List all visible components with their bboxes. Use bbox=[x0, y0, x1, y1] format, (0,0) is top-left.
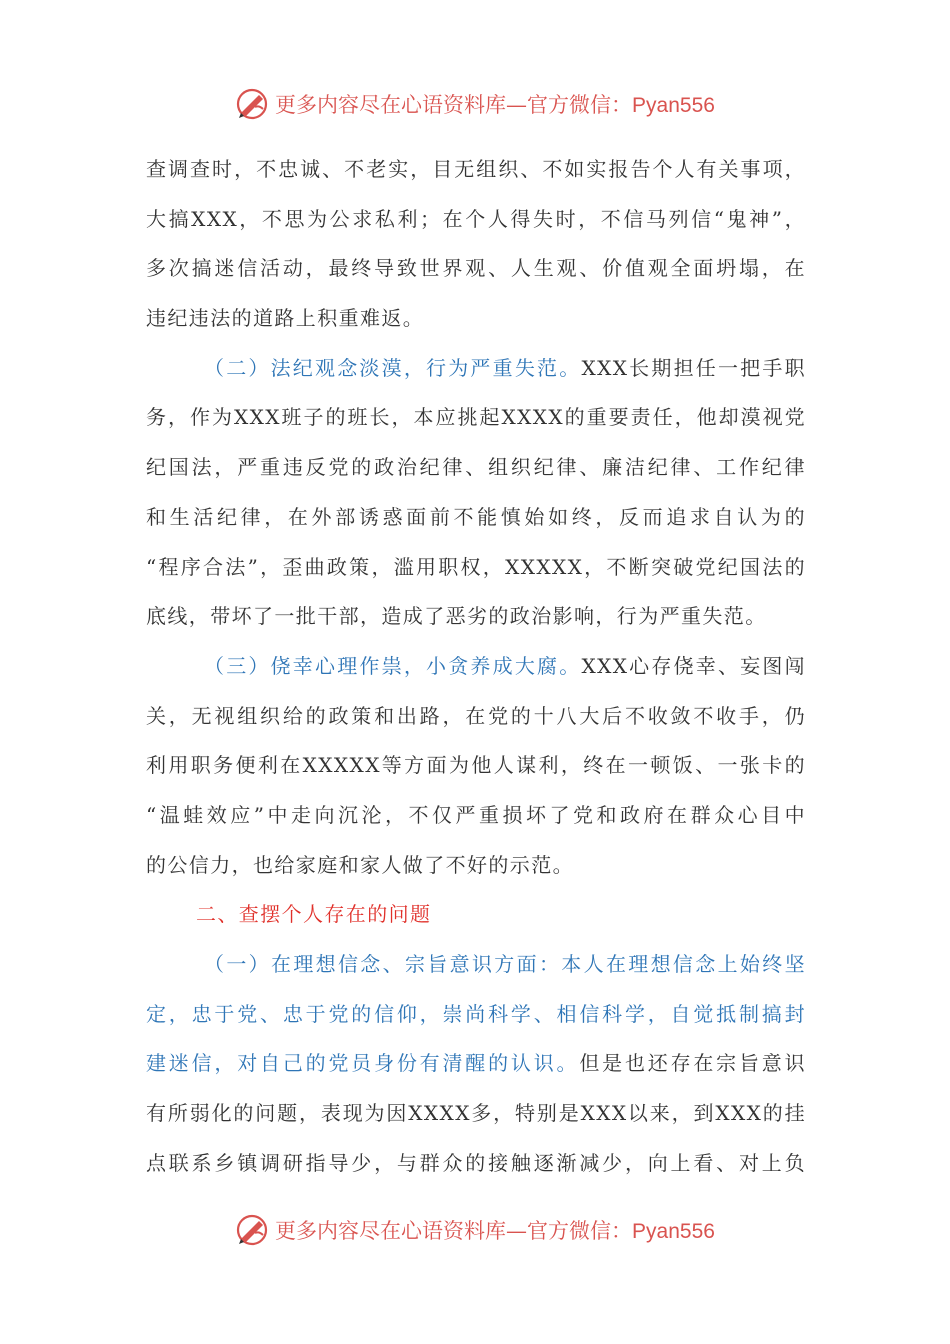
text-line: 大搞XXX，不思为公求私利；在个人得失时，不信马列信“鬼神”， bbox=[146, 206, 806, 231]
subheading-3: （三）侥幸心理作祟，小贪养成大腐。 bbox=[204, 653, 582, 678]
text-line: 利用职务便利在XXXXX等方面为他人谋利，终在一顿饭、一张卡的 bbox=[146, 753, 806, 778]
pen-logo-icon bbox=[235, 1213, 269, 1247]
header-banner bbox=[0, 82, 950, 126]
text-line: 和生活纪律，在外部诱惑面前不能慎始如终，反而追求自认为的 bbox=[146, 504, 806, 529]
subheading-line bbox=[146, 642, 806, 692]
text-line: （一）在理想信念、宗旨意识方面：本人在理想信念上始终坚 bbox=[204, 952, 806, 976]
subheading-line bbox=[146, 344, 806, 394]
footer-banner-text: 更多内容尽在心语资料库—官方微信：Pyan556 bbox=[275, 1219, 715, 1243]
text-span: XXX长期担任一把手职 bbox=[581, 355, 806, 380]
text-line: 查调查时，不忠诚、不老实，目无组织、不如实报告个人有关事项， bbox=[146, 157, 806, 181]
text-line: 的公信力，也给家庭和家人做了不好的示范。 bbox=[146, 852, 574, 877]
pen-logo-icon bbox=[235, 87, 269, 121]
subheading-2: （二）法纪观念淡漠，行为严重失范。 bbox=[204, 355, 582, 380]
text-span: 建迷信，对自己的党员身份有清醒的认识。 bbox=[146, 1051, 580, 1076]
header-banner-text: 更多内容尽在心语资料库—官方微信：Pyan556 bbox=[275, 93, 715, 117]
text-line: 底线，带坏了一批干部，造成了恶劣的政治影响，行为严重失范。 bbox=[146, 604, 767, 629]
text-line: 多次搞迷信活动，最终导致世界观、人生观、价值观全面坍塌，在 bbox=[146, 256, 806, 281]
footer-wechat-id: Pyan556 bbox=[632, 1220, 715, 1243]
section-heading: 二、查摆个人存在的问题 bbox=[196, 902, 432, 927]
footer-banner bbox=[0, 1208, 950, 1252]
header-wechat-id: Pyan556 bbox=[632, 94, 715, 117]
text-line: 关，无视组织给的政策和出路，在党的十八大后不收敛不收手，仍 bbox=[146, 703, 806, 728]
text-line: 定，忠于党、忠于党的信仰，崇尚科学、相信科学，自觉抵制搞封 bbox=[146, 1001, 806, 1026]
text-span: 但是也还存在宗旨意识 bbox=[579, 1051, 807, 1076]
text-line: “程序合法”，歪曲政策，滥用职权，XXXXX，不断突破党纪国法的 bbox=[146, 554, 806, 579]
text-line: 点联系乡镇调研指导少，与群众的接触逐渐减少，向上看、对上负 bbox=[146, 1150, 806, 1175]
text-line bbox=[146, 1039, 806, 1089]
text-line: “温蛙效应”中走向沉沦，不仅严重损坏了党和政府在群众心目中 bbox=[146, 802, 806, 827]
text-line: 有所弱化的问题，表现为因XXXX多，特别是XXX以来，到XXX的挂 bbox=[146, 1101, 806, 1126]
text-line: 违纪违法的道路上积重难返。 bbox=[146, 306, 425, 331]
text-span: XXX心存侥幸、妄图闯 bbox=[581, 653, 806, 678]
document-body bbox=[146, 145, 806, 1188]
text-line: 务，作为XXX班子的班长，本应挑起XXXX的重要责任，他却漠视党 bbox=[146, 405, 806, 430]
text-line: 纪国法，严重违反党的政治纪律、组织纪律、廉洁纪律、工作纪律 bbox=[146, 455, 806, 480]
